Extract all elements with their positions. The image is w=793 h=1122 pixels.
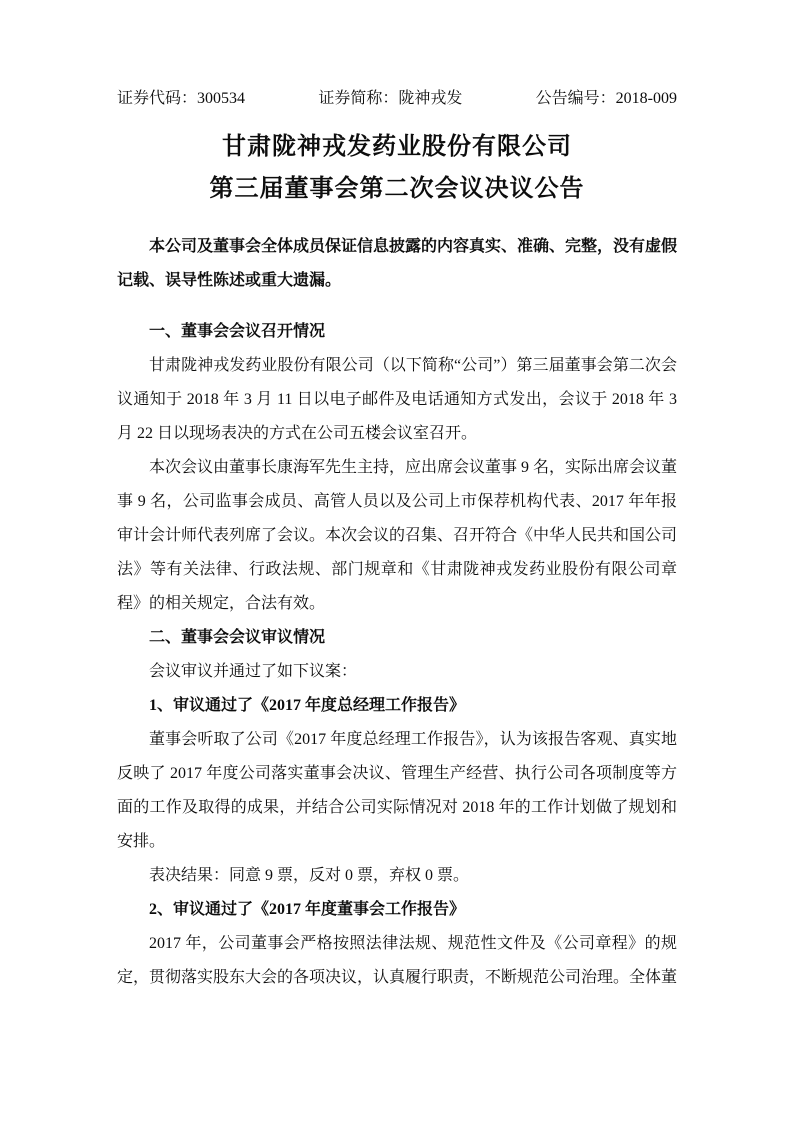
- document-title: [117, 126, 677, 210]
- item-1-paragraph: 董事会听取了公司《2017 年度总经理工作报告》，认为该报告客观、真实地反映了 2017 年度公司落实董事会决议、管理生产经营、执行公司各项制度等方面的工作及取得的成果，并结合公司实际情况对 2018 年的工作计划做了规划和安排。: [117, 731, 677, 850]
- stock-code: 证券代码：300534: [117, 90, 246, 107]
- section-1-heading: 一、董事会会议召开情况: [149, 323, 326, 340]
- stock-abbreviation: 证券简称：陇神戎发: [318, 90, 463, 107]
- item-1-heading: 1、审议通过了《2017 年度总经理工作报告》: [149, 697, 466, 714]
- section-2-intro: 会议审议并通过了如下议案：: [149, 663, 358, 680]
- document-header: [117, 88, 677, 110]
- announcement-number: 公告编号：2018-009: [535, 90, 677, 107]
- title-line-1: 甘肃陇神戎发药业股份有限公司: [222, 134, 572, 160]
- item-1-vote-result: 表决结果：同意 9 票，反对 0 票，弃权 0 票。: [149, 867, 470, 884]
- item-2-heading: 2、审议通过了《2017 年度董事会工作报告》: [149, 901, 466, 918]
- section-1-paragraph-2: 本次会议由董事长康海军先生主持，应出席会议董事 9 名，实际出席会议董事 9 名，公司监事会成员、高管人员以及公司上市保荐机构代表、2017 年年报审计会计师代表列席了会议。本次会议的召集、召开符合《中华人民共和国公司法》等有关法律、行政法规、部门规章和《甘肃陇神戎发药业股份有限公司章程》的相关规定，合法有效。: [117, 459, 678, 612]
- disclaimer-paragraph: 本公司及董事会全体成员保证信息披露的内容真实、准确、完整，没有虚假记载、误导性陈述或重大遗漏。: [117, 238, 678, 289]
- section-2-heading: 二、董事会会议审议情况: [149, 629, 326, 646]
- item-2-paragraph: 2017 年，公司董事会严格按照法律法规、规范性文件及《公司章程》的规定，贯彻落实股东大会的各项决议，认真履行职责，不断规范公司治理。全体董: [117, 935, 678, 986]
- section-1-paragraph-1: 甘肃陇神戎发药业股份有限公司（以下简称“公司”）第三届董事会第二次会议通知于 2018 年 3 月 11 日以电子邮件及电话通知方式发出，会议于 2018 年 3 月 22 日以现场表决的方式在公司五楼会议室召开。: [117, 357, 677, 442]
- title-line-2: 第三届董事会第二次会议决议公告: [209, 176, 585, 202]
